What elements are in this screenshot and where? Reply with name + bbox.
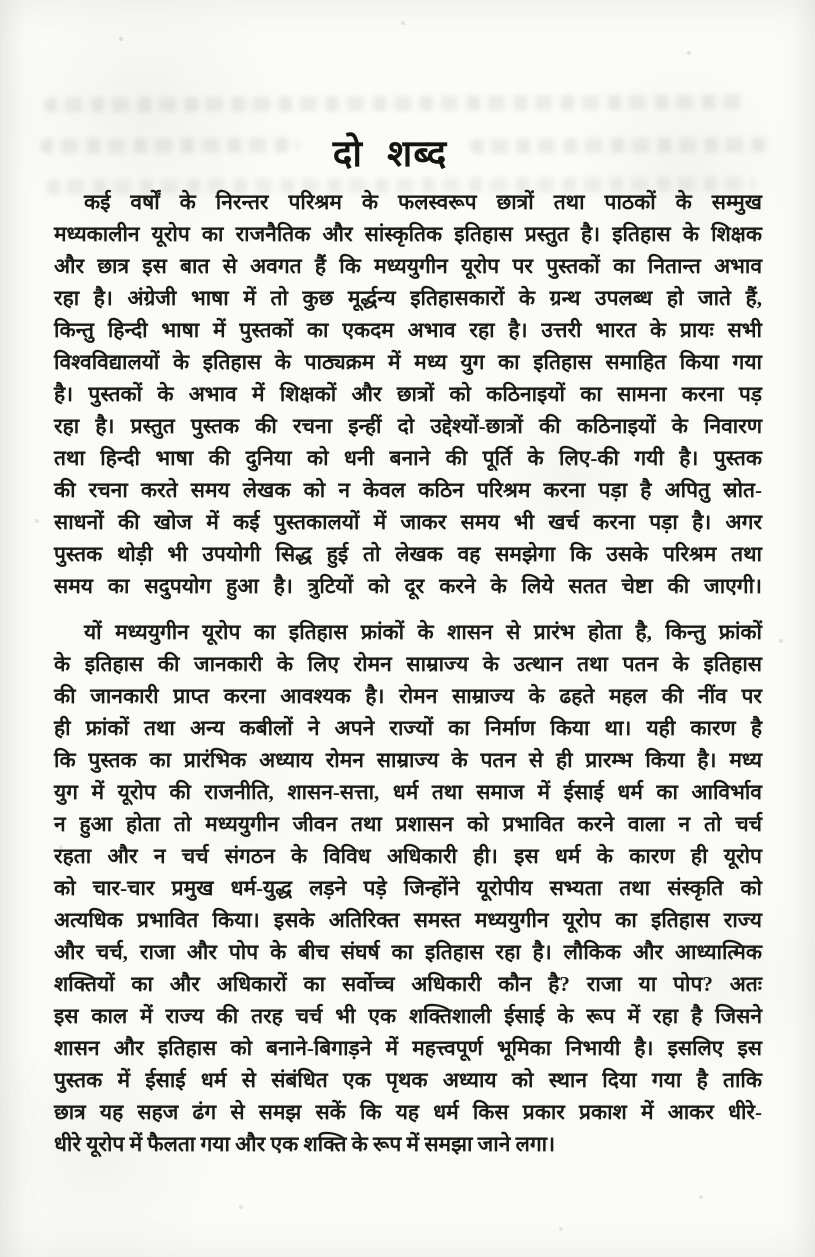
text-line: कि पुस्तक का प्रारंभिक अध्याय रोमन साम्राज्य के पतन से ही प्रारम्भ किया है। मध्य — [54, 748, 762, 772]
text-line: शासन और इतिहास को बनाने-बिगाड़ने में महत्त्वपूर्ण भूमिका निभायी है। इसलिए इस — [54, 1036, 762, 1060]
text-line: किन्तु हिन्दी भाषा में पुस्तकों का एकदम अभाव रहा है। उत्तरी भारत के प्रायः सभी — [54, 318, 762, 342]
text-line: साधनों की खोज में कई पुस्तकालयों में जाकर समय भी खर्च करना पड़ा है। अगर — [54, 510, 762, 534]
text-line: के इतिहास की जानकारी के लिए रोमन साम्राज्य के उत्थान तथा पतन के इतिहास — [54, 652, 762, 676]
text-line: कई वर्षों के निरन्तर परिश्रम के फलस्वरूप छात्रों तथा पाठकों के सम्मुख — [84, 190, 762, 214]
text-line: और छात्र इस बात से अवगत हैं कि मध्ययुगीन यूरोप पर पुस्तकों का नितान्त अभाव — [54, 254, 762, 278]
page-title: दो शब्द — [332, 133, 448, 175]
text-line: युग में यूरोप की राजनीति, शासन-सत्ता, धर्म तथा समाज में ईसाई धर्म का आविर्भाव — [54, 780, 762, 804]
text-line: धीरे यूरोप में फैलता गया और एक शक्ति के रूप में समझा जाने लगा। — [54, 1132, 556, 1156]
text-line: छात्र यह सहज ढंग से समझ सकें कि यह धर्म किस प्रकार प्रकाश में आकर धीरे- — [54, 1100, 762, 1124]
text-line: समय का सदुपयोग हुआ है। त्रुटियों को दूर करने के लिये सतत चेष्टा की जाएगी। — [54, 574, 762, 598]
text-line: न हुआ होता तो मध्ययुगीन जीवन तथा प्रशासन को प्रभावित करने वाला न तो चर्च — [54, 812, 762, 836]
bleedthrough-ghost-text — [44, 94, 744, 112]
text-line: अत्यधिक प्रभावित किया। इसके अतिरिक्त समस्त मध्ययुगीन यूरोप का इतिहास राज्य — [54, 908, 762, 932]
text-line: रहा है। अंग्रेजी भाषा में तो कुछ मूर्द्धन्य इतिहासकारों के ग्रन्थ उपलब्ध हो जाते हैं, — [54, 286, 762, 310]
text-line: की रचना करते समय लेखक को न केवल कठिन परिश्रम करना पड़ा है अपितु स्रोत- — [54, 478, 762, 502]
text-line: यों मध्ययुगीन यूरोप का इतिहास फ्रांकों के शासन से प्रारंभ होता है, किन्तु फ्रांकों — [84, 620, 762, 644]
paragraph-1 — [54, 186, 762, 602]
text-line: और चर्च, राजा और पोप के बीच संघर्ष का इतिहास रहा है। लौकिक और आध्यात्मिक — [54, 940, 762, 964]
text-line: मध्यकालीन यूरोप का राजनैतिक और सांस्कृतिक इतिहास प्रस्तुत है। इतिहास के शिक्षक — [54, 222, 762, 246]
text-line: को चार-चार प्रमुख धर्म-युद्ध लड़ने पड़े जिन्होंने यूरोपीय सभ्यता तथा संस्कृति को — [54, 876, 762, 900]
text-line: रहता और न चर्च संगठन के विविध अधिकारी ही। इस धर्म के कारण ही यूरोप — [54, 844, 762, 868]
text-line: शक्तियों का और अधिकारों का सर्वोच्च अधिकारी कौन है? राजा या पोप? अतः — [54, 972, 762, 996]
text-line: है। पुस्तकों के अभाव में शिक्षकों और छात्रों को कठिनाइयों का सामना करना पड़ — [54, 382, 762, 406]
text-line: पुस्तक में ईसाई धर्म से संबंधित एक पृथक अध्याय को स्थान दिया गया है ताकि — [54, 1068, 762, 1092]
text-line: पुस्तक थोड़ी भी उपयोगी सिद्ध हुई तो लेखक वह समझेगा कि उसके परिश्रम तथा — [54, 542, 762, 566]
text-line: की जानकारी प्राप्त करना आवश्यक है। रोमन साम्राज्य के ढहते महल की नींव पर — [54, 684, 762, 708]
paragraph-2 — [54, 616, 762, 1160]
text-line: इस काल में राज्य की तरह चर्च भी एक शक्तिशाली ईसाई के रूप में रहा है जिसने — [54, 1004, 762, 1028]
text-line: ही फ्रांकों तथा अन्य कबीलों ने अपने राज्यों का निर्माण किया था। यही कारण है — [54, 716, 762, 740]
text-line: विश्वविद्यालयों के इतिहास के पाठ्यक्रम में मध्य युग का इतिहास समाहित किया गया — [54, 350, 762, 374]
text-line: तथा हिन्दी भाषा की दुनिया को धनी बनाने की पूर्ति के लिए-की गयी है। पुस्तक — [54, 446, 762, 470]
scan-noise-speckles — [0, 0, 2, 2]
text-line: रहा है। प्रस्तुत पुस्तक की रचना इन्हीं दो उद्देश्यों-छात्रों की कठिनाइयों के निवारण — [54, 414, 762, 438]
body-text — [54, 186, 762, 1160]
